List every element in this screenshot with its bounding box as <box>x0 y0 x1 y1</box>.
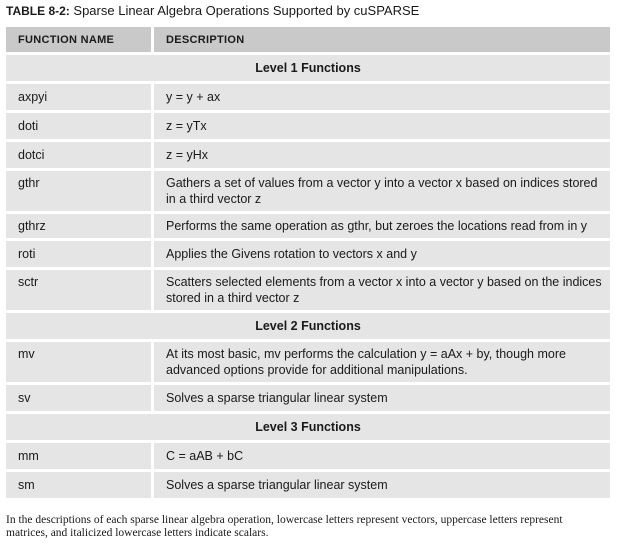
function-name: mv <box>6 342 151 382</box>
table-row <box>6 472 610 498</box>
table-row <box>6 385 610 411</box>
function-description: C = aAB + bC <box>151 443 610 469</box>
function-description: Scatters selected elements from a vector x into a vector y based on the indices stored in a third vector z <box>151 270 610 310</box>
column-header-function-name: FUNCTION NAME <box>6 27 151 52</box>
table-row <box>6 270 610 310</box>
table-row <box>6 84 610 110</box>
table-row <box>6 113 610 139</box>
function-description: Gathers a set of values from a vector y into a vector x based on indices stored in a third vector z <box>151 171 610 211</box>
section-title-level-3: Level 3 Functions <box>6 414 610 440</box>
function-name: axpyi <box>6 84 151 110</box>
table-row <box>6 171 610 211</box>
table-caption <box>6 3 419 19</box>
table-row <box>6 142 610 168</box>
header-row <box>6 27 610 52</box>
function-name: sctr <box>6 270 151 310</box>
section-row <box>6 313 610 339</box>
function-name: gthr <box>6 171 151 211</box>
functions-table <box>6 24 610 501</box>
table-row <box>6 241 610 267</box>
function-description: At its most basic, mv performs the calculation y = aAx + by, though more advanced options provide for additional manipulations. <box>151 342 610 382</box>
section-title-level-1: Level 1 Functions <box>6 55 610 81</box>
column-header-description: DESCRIPTION <box>151 27 610 52</box>
table-row <box>6 214 610 238</box>
table-label: TABLE 8-2: <box>6 4 70 18</box>
function-name: sv <box>6 385 151 411</box>
function-description: Solves a sparse triangular linear system <box>151 385 610 411</box>
function-name: doti <box>6 113 151 139</box>
section-title-level-2: Level 2 Functions <box>6 313 610 339</box>
function-name: roti <box>6 241 151 267</box>
function-description: z = yHx <box>151 142 610 168</box>
table-title: Sparse Linear Algebra Operations Supported by cuSPARSE <box>73 3 420 18</box>
function-name: dotci <box>6 142 151 168</box>
function-description: Performs the same operation as gthr, but zeroes the locations read from in y <box>151 214 610 238</box>
section-row <box>6 55 610 81</box>
function-description: z = yTx <box>151 113 610 139</box>
function-name: gthrz <box>6 214 151 238</box>
function-name: mm <box>6 443 151 469</box>
section-row <box>6 414 610 440</box>
table-row <box>6 443 610 469</box>
table-footnote: In the descriptions of each sparse linear algebra operation, lowercase letters represent vectors, uppercase letters represent matrices, and italicized lowercase letters indicate scalars. <box>6 514 563 539</box>
function-name: sm <box>6 472 151 498</box>
function-description: Solves a sparse triangular linear system <box>151 472 610 498</box>
table-row <box>6 342 610 382</box>
function-description: Applies the Givens rotation to vectors x and y <box>151 241 610 267</box>
function-description: y = y + ax <box>151 84 610 110</box>
